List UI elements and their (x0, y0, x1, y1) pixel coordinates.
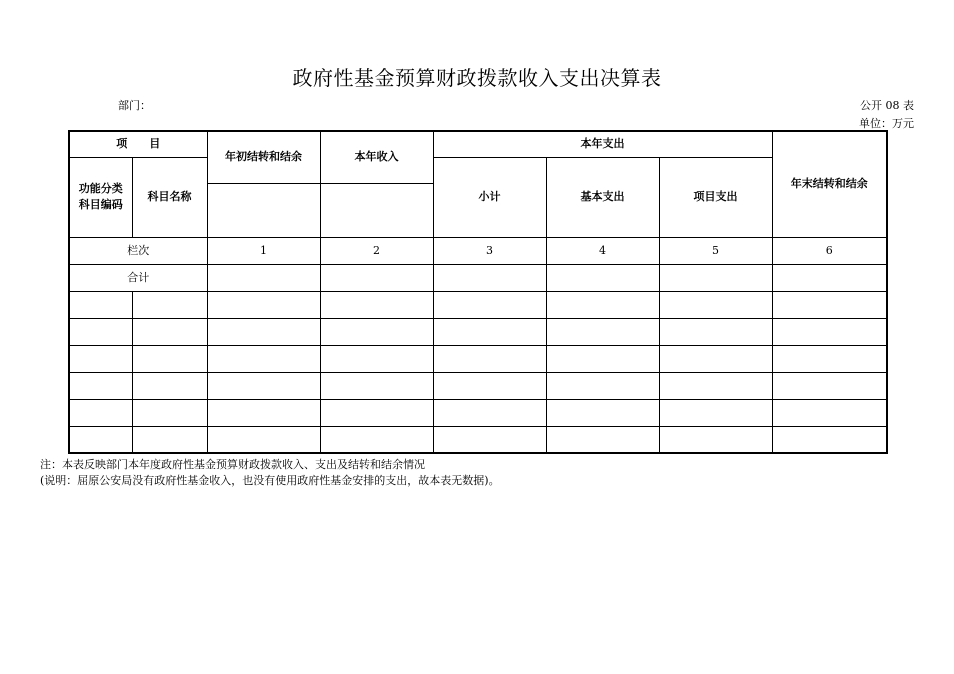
table-row (69, 318, 887, 345)
total-label: 合计 (69, 264, 207, 291)
table-cell (69, 291, 132, 318)
table-cell (772, 318, 887, 345)
table-cell (320, 318, 433, 345)
table-cell (320, 345, 433, 372)
table-cell (207, 345, 320, 372)
column-index-6: 6 (772, 237, 887, 264)
header-item: 项 目 (69, 131, 207, 157)
table-cell (659, 372, 772, 399)
header-basic: 基本支出 (546, 157, 659, 237)
table-cell (207, 399, 320, 426)
table-cell (546, 372, 659, 399)
table-cell (320, 291, 433, 318)
header-opening-balance: 年初结转和结余 (207, 131, 320, 183)
table-cell (207, 264, 320, 291)
table-cell (207, 372, 320, 399)
table-cell (546, 264, 659, 291)
header-expenditure: 本年支出 (433, 131, 772, 157)
column-index-1: 1 (207, 237, 320, 264)
table-cell (433, 264, 546, 291)
table-cell (207, 318, 320, 345)
unit-label: 单位：万元 (859, 117, 914, 130)
explanation-note: (说明：屈原公安局没有政府性基金收入，也没有使用政府性基金安排的支出，故本表无数据)。 (40, 474, 500, 487)
table-cell (659, 264, 772, 291)
column-index-5: 5 (659, 237, 772, 264)
table-cell (320, 399, 433, 426)
column-index-label: 栏次 (69, 237, 207, 264)
table-cell (132, 318, 207, 345)
header-project: 项目支出 (659, 157, 772, 237)
table-cell (132, 426, 207, 453)
footnote: 注：本表反映部门本年度政府性基金预算财政拨款收入、支出及结转和结余情况 (40, 458, 425, 471)
department-label: 部门： (118, 99, 151, 112)
table-cell (320, 264, 433, 291)
table-cell (132, 372, 207, 399)
table-cell (546, 318, 659, 345)
table-cell (659, 318, 772, 345)
table-cell (320, 426, 433, 453)
table-cell (659, 291, 772, 318)
table-cell (433, 345, 546, 372)
header-income: 本年收入 (320, 131, 433, 183)
header-closing-balance: 年末结转和结余 (772, 131, 887, 237)
table-cell (659, 399, 772, 426)
header-spacer-income (320, 183, 433, 237)
table-cell (546, 345, 659, 372)
header-func-code: 功能分类科目编码 (69, 157, 132, 237)
table-cell (433, 426, 546, 453)
header-spacer-opening (207, 183, 320, 237)
table-cell (207, 426, 320, 453)
table-cell (132, 291, 207, 318)
table-cell (433, 318, 546, 345)
form-number: 公开 08 表 (860, 99, 914, 112)
table-row (69, 372, 887, 399)
table-cell (69, 345, 132, 372)
table-cell (772, 291, 887, 318)
table-row (69, 399, 887, 426)
column-index-4: 4 (546, 237, 659, 264)
table-cell (659, 345, 772, 372)
column-index-2: 2 (320, 237, 433, 264)
table-cell (433, 291, 546, 318)
table-cell (132, 345, 207, 372)
table-cell (659, 426, 772, 453)
table-row (69, 426, 887, 453)
table-row (69, 345, 887, 372)
column-index-3: 3 (433, 237, 546, 264)
table-cell (772, 345, 887, 372)
table-cell (69, 426, 132, 453)
table-row (69, 291, 887, 318)
table-cell (772, 264, 887, 291)
table-cell (772, 372, 887, 399)
table-cell (207, 291, 320, 318)
table-cell (320, 372, 433, 399)
table-cell (132, 399, 207, 426)
header-subject-name: 科目名称 (132, 157, 207, 237)
header-subtotal: 小计 (433, 157, 546, 237)
table-cell (546, 426, 659, 453)
table-cell (772, 399, 887, 426)
table-cell (433, 399, 546, 426)
page-title: 政府性基金预算财政拨款收入支出决算表 (292, 66, 662, 90)
table-cell (546, 399, 659, 426)
table-cell (433, 372, 546, 399)
table-cell (69, 372, 132, 399)
table-cell (546, 291, 659, 318)
table-cell (69, 318, 132, 345)
budget-table (68, 130, 888, 454)
table-cell (69, 399, 132, 426)
table-cell (772, 426, 887, 453)
